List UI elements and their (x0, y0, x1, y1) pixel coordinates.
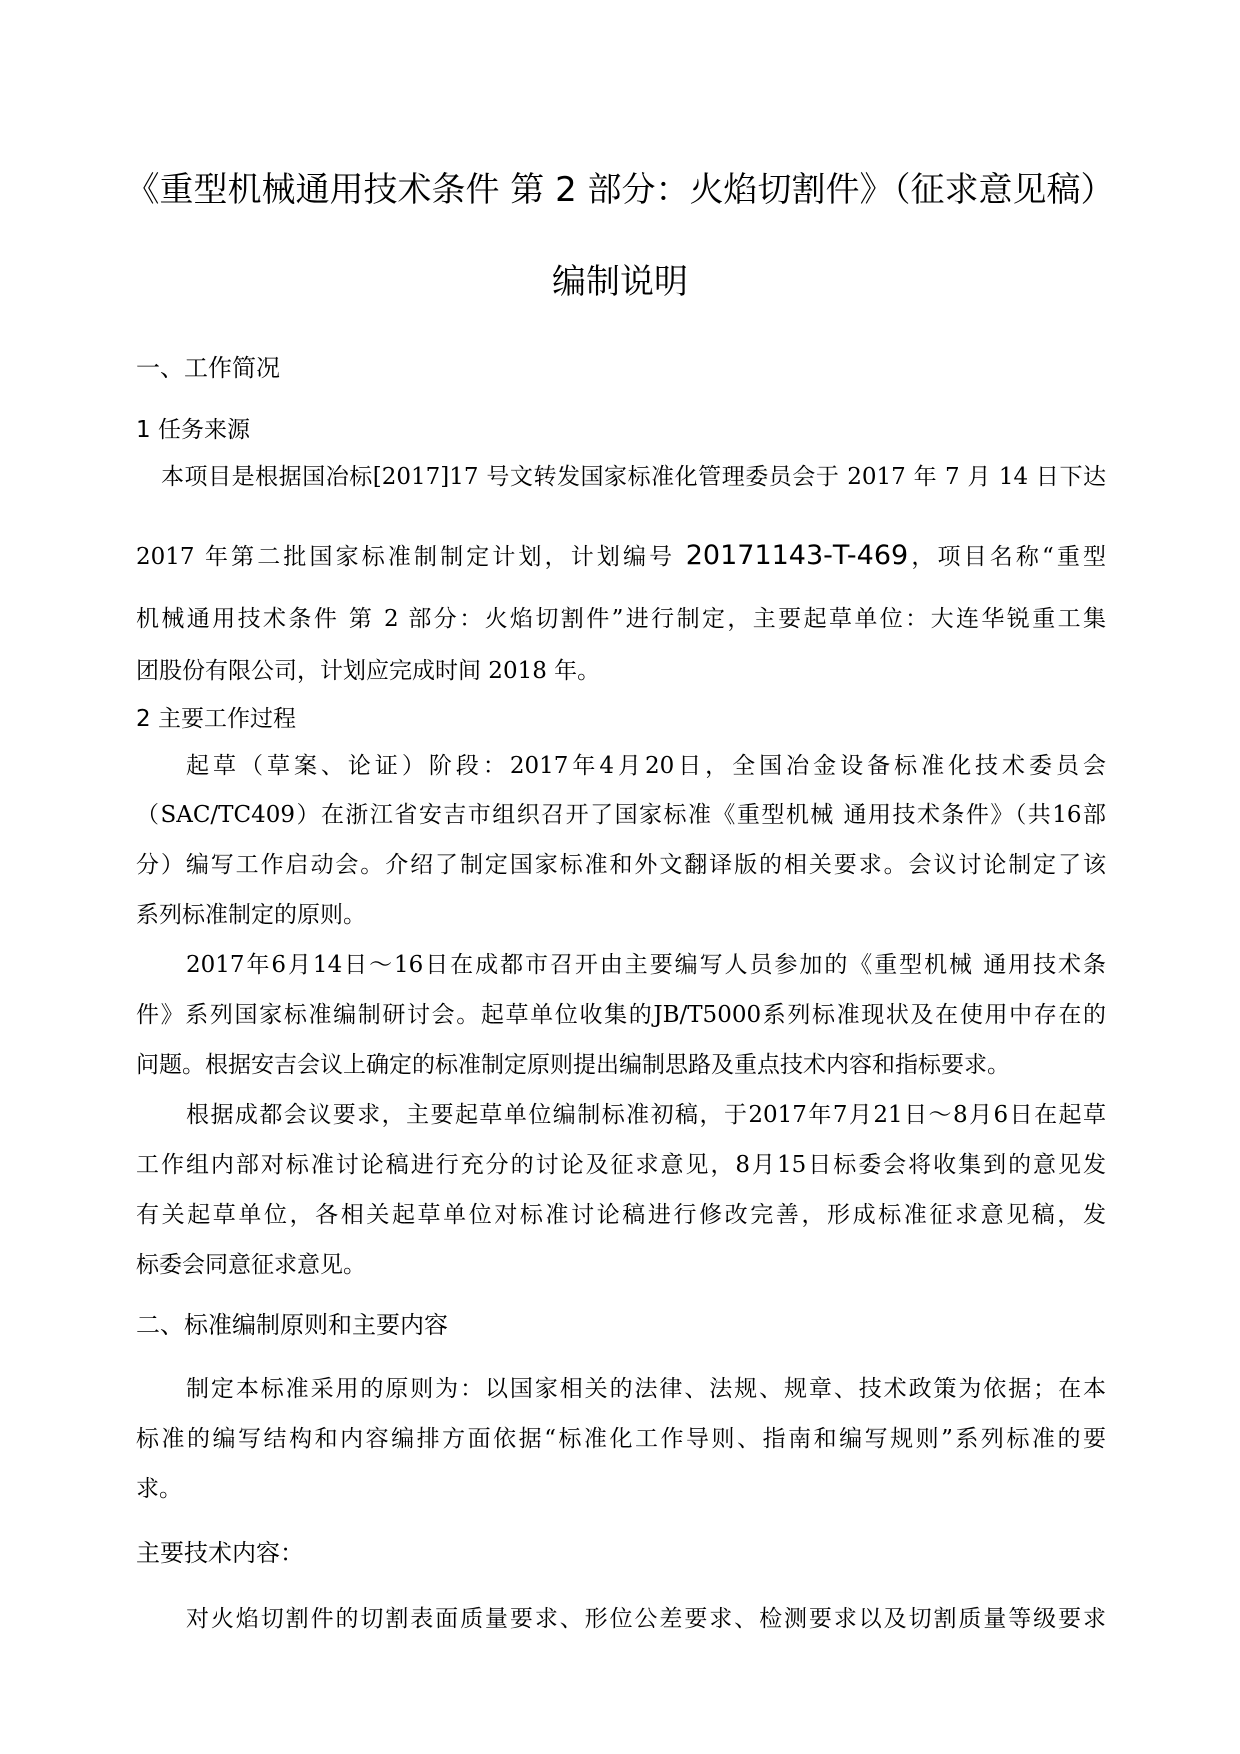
paragraph-line: 对火焰切割件的切割表面质量要求、形位公差要求、检测要求以及切割质量等级要求 (186, 1606, 1106, 1632)
paragraph-text: ，项目名称“重型 (908, 544, 1106, 570)
main-content-heading: 主要技术内容： (136, 1539, 304, 1567)
section-heading-work-overview: 一、工作简况 (136, 354, 280, 382)
paragraph-line: 根据成都会议要求，主要起草单位编制标准初稿，于2017年7月21日～8月6日在起草 (186, 1102, 1106, 1128)
paragraph-line: 制定本标准采用的原则为：以国家相关的法律、法规、规章、技术政策为依据；在本 (186, 1376, 1106, 1402)
paragraph-text: 2017 年第二批国家标准制制定计划，计划编号 (136, 544, 686, 570)
paragraph-line: 团股份有限公司，计划应完成时间 2018 年。 (136, 658, 601, 684)
paragraph-line: 件》系列国家标准编制研讨会。起草单位收集的JB/T5000系列标准现状及在使用中存在的 (136, 1002, 1106, 1028)
paragraph-line: 工作组内部对标准讨论稿进行充分的讨论及征求意见，8月15日标委会将收集到的意见发 (136, 1152, 1106, 1178)
paragraph-line: 标委会同意征求意见。 (136, 1252, 366, 1278)
subheading-work-process: 2 主要工作过程 (136, 706, 296, 732)
paragraph-line: 本项目是根据国冶标[2017]17 号文转发国家标准化管理委员会于 2017 年 7 月 14 日下达 (161, 464, 1106, 490)
paragraph-line: 问题。根据安吉会议上确定的标准制定原则提出编制思路及重点技术内容和指标要求。 (136, 1052, 1010, 1078)
paragraph-line: （SAC/TC409）在浙江省安吉市组织召开了国家标准《重型机械 通用技术条件》（共16部 (136, 802, 1106, 828)
paragraph-line: 2017年6月14日～16日在成都市召开由主要编写人员参加的《重型机械 通用技术条 (186, 952, 1106, 978)
paragraph-line: 标准的编写结构和内容编排方面依据“标准化工作导则、指南和编写规则”系列标准的要 (136, 1426, 1106, 1452)
paragraph-line: 分）编写工作启动会。介绍了制定国家标准和外文翻译版的相关要求。会议讨论制定了该 (136, 852, 1106, 878)
paragraph-line: 有关起草单位，各相关起草单位对标准讨论稿进行修改完善，形成标准征求意见稿，发 (136, 1202, 1106, 1228)
document-title: 《重型机械通用技术条件 第 2 部分：火焰切割件》（征求意见稿） (125, 170, 1115, 210)
section-heading-principles: 二、标准编制原则和主要内容 (136, 1311, 448, 1339)
paragraph-line: 求。 (136, 1476, 182, 1502)
paragraph-line (136, 538, 1106, 571)
paragraph-line: 系列标准制定的原则。 (136, 902, 366, 928)
document-subtitle: 编制说明 (552, 262, 688, 302)
paragraph-line: 起草（草案、论证）阶段：2017年4月20日，全国冶金设备标准化技术委员会 (186, 753, 1106, 779)
paragraph-line: 机械通用技术条件 第 2 部分：火焰切割件”进行制定，主要起草单位：大连华锐重工集 (136, 606, 1106, 632)
subheading-task-source: 1 任务来源 (136, 417, 250, 443)
plan-code: 20171143-T-469 (685, 540, 909, 571)
